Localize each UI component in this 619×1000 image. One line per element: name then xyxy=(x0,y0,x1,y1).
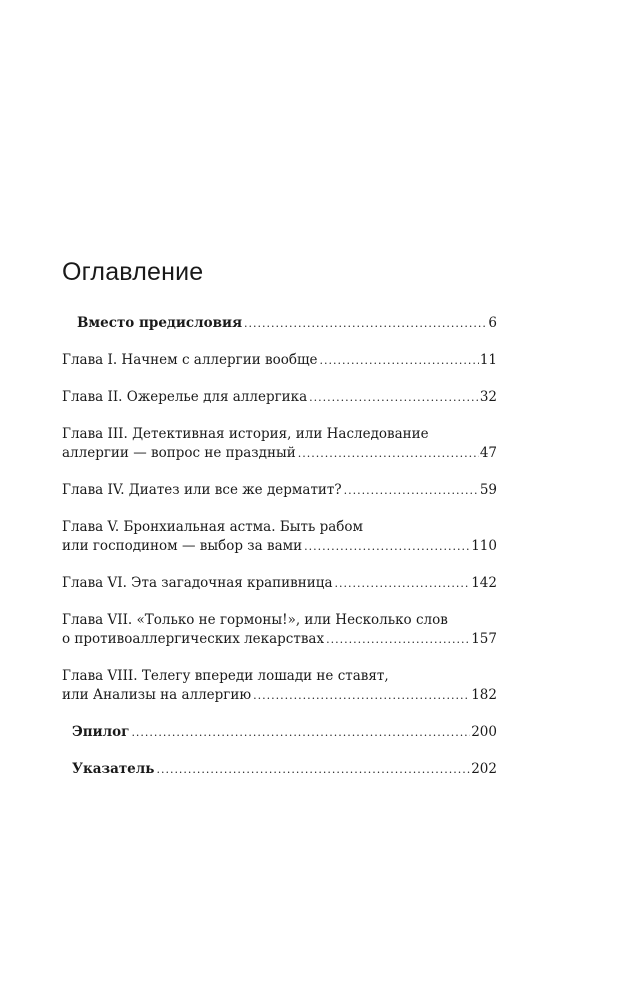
toc-page-number: 6 xyxy=(488,315,497,331)
toc-entry-title: Вместо предисловия xyxy=(77,315,243,331)
toc-entry-title-line: Глава III. Детективная история, или Наследование xyxy=(62,426,429,442)
dot-leader xyxy=(326,630,470,649)
toc-entry-title: Глава VI. Эта загадочная крапивница xyxy=(62,575,333,591)
toc-page-number: 142 xyxy=(471,575,497,591)
toc-entry-title: или господином — выбор за вами xyxy=(62,538,303,554)
dot-leader xyxy=(335,574,471,593)
toc-entry[interactable] xyxy=(62,314,497,333)
toc-entry-title: Глава II. Ожерелье для аллергика xyxy=(62,389,308,405)
toc-entry-title-line: Глава VII. «Только не гормоны!», или Несколько слов xyxy=(62,612,448,628)
toc-page-number: 202 xyxy=(471,761,497,777)
toc-page-number: 110 xyxy=(471,538,497,554)
toc-entry[interactable] xyxy=(62,425,497,463)
toc-entry-title-line: Глава V. Бронхиальная астма. Быть рабом xyxy=(62,519,364,535)
toc-entry[interactable] xyxy=(62,388,497,407)
table-of-contents xyxy=(62,314,497,797)
toc-page-number: 32 xyxy=(479,389,497,405)
dot-leader xyxy=(304,537,470,556)
toc-page-number: 200 xyxy=(471,724,497,740)
toc-entry[interactable] xyxy=(62,574,497,593)
toc-entry-title: или Анализы на аллергию xyxy=(62,687,252,703)
dot-leader xyxy=(309,388,479,407)
toc-entry-title: Глава IV. Диатез или все же дерматит? xyxy=(62,482,342,498)
toc-entry[interactable] xyxy=(62,351,497,370)
dot-leader xyxy=(344,481,479,500)
toc-page-number: 182 xyxy=(471,687,497,703)
toc-page-number: 47 xyxy=(479,445,497,461)
toc-page-number: 59 xyxy=(479,482,497,498)
dot-leader xyxy=(244,314,487,333)
dot-leader xyxy=(298,444,479,463)
dot-leader xyxy=(156,760,470,779)
dot-leader xyxy=(131,723,470,742)
page-title: Оглавление xyxy=(62,258,204,286)
toc-page-number: 11 xyxy=(479,352,497,368)
toc-entry[interactable] xyxy=(62,611,497,649)
toc-entry[interactable] xyxy=(62,481,497,500)
toc-entry-title: о противоаллергических лекарствах xyxy=(62,631,325,647)
toc-entry-title: Указатель xyxy=(72,761,155,777)
toc-entry[interactable] xyxy=(62,667,497,705)
toc-entry-title: Эпилог xyxy=(72,724,130,740)
dot-leader xyxy=(253,686,470,705)
toc-page-number: 157 xyxy=(471,631,497,647)
toc-entry-title: аллергии — вопрос не праздный xyxy=(62,445,296,461)
toc-entry[interactable] xyxy=(62,760,497,779)
toc-entry[interactable] xyxy=(62,518,497,556)
dot-leader xyxy=(320,351,479,370)
toc-entry[interactable] xyxy=(62,723,497,742)
toc-entry-title: Глава I. Начнем с аллергии вообще xyxy=(62,352,318,368)
toc-entry-title-line: Глава VIII. Телегу впереди лошади не ставят, xyxy=(62,668,389,684)
